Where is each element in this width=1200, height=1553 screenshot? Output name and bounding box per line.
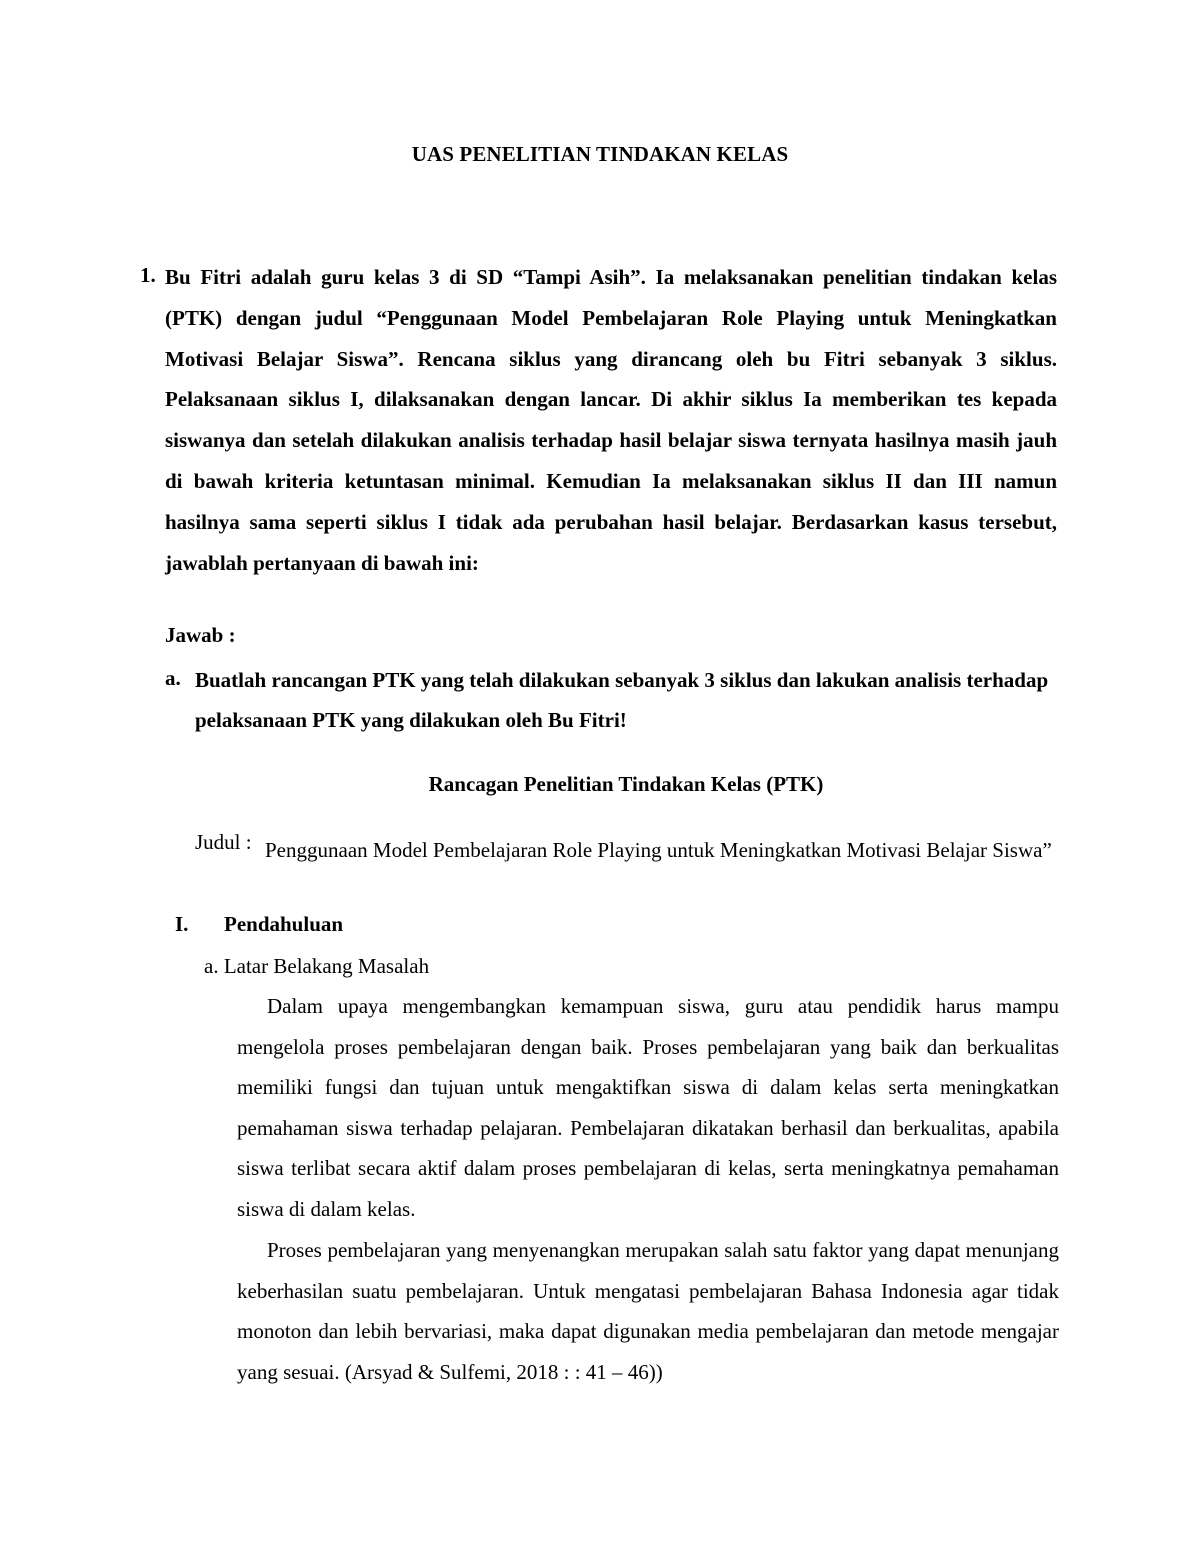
- question-number: 1.: [140, 263, 156, 287]
- document-title: UAS PENELITIAN TINDAKAN KELAS: [411, 142, 789, 166]
- ptk-heading: Rancagan Penelitian Tindakan Kelas (PTK): [428, 772, 824, 796]
- paragraph: Proses pembelajaran yang menyenangkan merupakan salah satu faktor yang dapat menunjang keberhasilan suatu pembelajaran. Untuk mengatasi pembelajaran Bahasa Indonesia agar tidak monoton dan lebih bervariasi, maka dapat digunakan media pembelajaran dan metode mengajar yang sesuai. (Arsyad & Sulfemi, 2018 : : 41 – 46)): [237, 1238, 1059, 1384]
- question-text: Bu Fitri adalah guru kelas 3 di SD “Tampi Asih”. Ia melaksanakan penelitian tindakan kelas (PTK) dengan judul “Penggunaan Model Pembelajaran Role Playing untuk Meningkatkan Motivasi Belajar Siswa”. Rencana siklus yang dirancang oleh bu Fitri sebanyak 3 siklus. Pelaksanaan siklus I, dilaksanakan dengan lancar. Di akhir siklus Ia memberikan tes kepada siswanya dan setelah dilakukan analisis terhadap hasil belajar siswa ternyata hasilnya masih jauh di bawah kriteria ketuntasan minimal. Kemudian Ia melaksanakan siklus II dan III namun hasilnya sama seperti siklus I tidak ada perubahan hasil belajar. Berdasarkan kasus tersebut, jawablah pertanyaan di bawah ini:: [165, 265, 1057, 575]
- section-title: Pendahuluan: [224, 912, 344, 936]
- judul-text: [265, 830, 1055, 870]
- sub-question-letter: a.: [165, 666, 181, 690]
- sub-question-text: Buatlah rancangan PTK yang telah dilakukan sebanyak 3 siklus dan lakukan analisis terhadap pelaksanaan PTK yang dilakukan oleh Bu Fitri!: [195, 668, 1049, 732]
- subsection-title: a. Latar Belakang Masalah: [204, 954, 430, 978]
- answer-label: Jawab :: [165, 623, 236, 647]
- judul-label: Judul :: [195, 830, 252, 854]
- judul-title-text: Penggunaan Model Pembelajaran Role Playing untuk Meningkatkan Motivasi Belajar Siswa”: [265, 838, 1052, 862]
- section-number: I.: [175, 912, 189, 936]
- paragraph: Dalam upaya mengembangkan kemampuan siswa, guru atau pendidik harus mampu mengelola proses pembelajaran dengan baik. Proses pembelajaran yang baik dan berkualitas memiliki fungsi dan tujuan untuk mengaktifkan siswa di dalam kelas serta meningkatkan pemahaman siswa terhadap pelajaran. Pembelajaran dikatakan berhasil dan berkualitas, apabila siswa terlibat secara aktif dalam proses pembelajaran di kelas, serta meningkatnya pemahaman siswa di dalam kelas.: [237, 994, 1059, 1221]
